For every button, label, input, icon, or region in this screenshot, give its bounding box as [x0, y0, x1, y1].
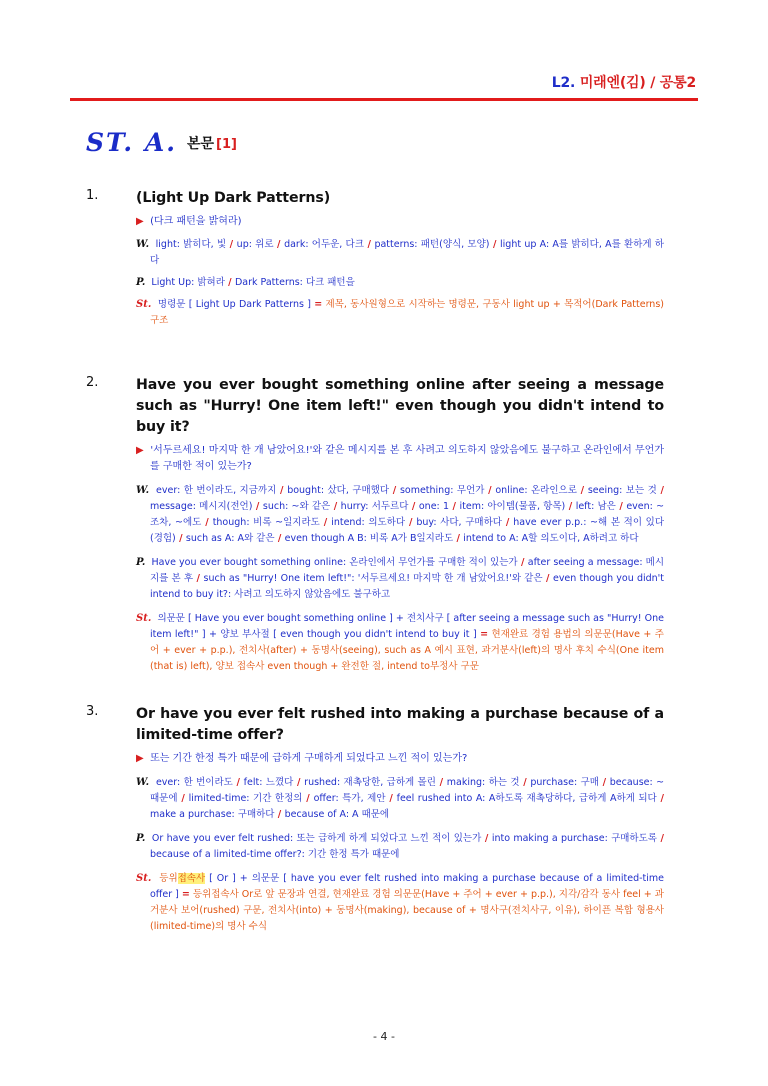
slash-separator: /: [656, 793, 664, 804]
note-entry: bought: 샀다, 구매했다: [287, 485, 389, 496]
note-entry: left: 남은: [575, 501, 616, 512]
note-entry: online: 온라인으로: [495, 485, 577, 496]
slash-separator: /: [449, 501, 460, 512]
korean-translation: ▶ (다크 패턴을 밝혀라): [136, 216, 242, 227]
slash-separator: /: [175, 533, 186, 544]
korean-translation: ▶ 또는 기간 한정 특가 때문에 급하게 구매하게 되었다고 느낀 적이 있는가?: [136, 753, 468, 764]
item-number: 3.: [86, 704, 99, 719]
note-entry: ever: 한 번이라도, 지금까지: [156, 485, 277, 496]
triangle-bullet-icon: ▶: [136, 445, 144, 456]
note-entry: such: ~와 같은: [262, 501, 331, 512]
header-title: [552, 72, 696, 92]
note-entry: something: 무언가: [399, 485, 485, 496]
phrase-notes: [136, 555, 664, 603]
note-entry: buy: 사다, 구매하다: [416, 517, 502, 528]
triangle-bullet-icon: ▶: [136, 753, 144, 764]
korean-translation: ▶ '서두르세요! 마지막 한 개 남았어요!'와 같은 메시지를 본 후 사려고 의도하지 않았음에도 불구하고 온라인에서 무언가를 구매한 적이 있는가?: [136, 445, 665, 472]
section-number: [1]: [216, 137, 237, 152]
note-entry: Light Up: 밝혀라: [151, 277, 225, 288]
english-sentence: Or have you ever felt rushed into making a purchase because of a limited-time offer?: [136, 706, 664, 743]
note-entry: ever: 한 번이라도: [155, 777, 233, 788]
note-entry: one: 1: [418, 501, 450, 512]
note-entry: such as A: A와 같은: [185, 533, 275, 544]
word-mark: W.: [136, 239, 150, 250]
english-sentence: (Light Up Dark Patterns): [136, 190, 331, 206]
note-entry: purchase: 구매: [530, 777, 599, 788]
structure-notes: St. 의문문 [ Have you ever bought something online ] + 전치사구 [ after seeing a message such as "Hurry! One item left!" ] + 양보 부사절 [ even though you didn't intend to buy it ] = 현재완료 경험 용법의 의문문(Have + 주어 + ever + p.p.), 전치사(after) + 동명사(seeing), such as A 예시 표현, 과거분사(left)의 명사 후치 수식(One item (that is) left), 양보 접속사 even though + 완전한 절, intend to부정사 구문: [136, 613, 664, 672]
slash-separator: /: [481, 833, 492, 844]
structure-notes: St. 명령문 [ Light Up Dark Patterns ] = 제목, 동사원형으로 시작하는 명령문, 구동사 light up + 목적어(Dark Patterns) 구조: [136, 299, 664, 326]
slash-separator: /: [201, 517, 213, 528]
note-entry: because of A: A 때문에: [284, 809, 390, 820]
note-entry: hurry: 서두르다: [340, 501, 409, 512]
slash-separator: /: [226, 239, 237, 250]
slash-separator: /: [252, 501, 263, 512]
word-notes: [136, 237, 664, 269]
note-entry: dark: 어두운, 다크: [284, 239, 364, 250]
header-rule: [70, 98, 698, 101]
note-entry: because of a limited-time offer?: 기간 한정 특가 때문에: [150, 849, 400, 860]
note-entry: item: 아이템(물품, 항목): [459, 501, 566, 512]
note-entry: rushed: 재촉당한, 급하게 몰린: [304, 777, 436, 788]
note-entry: even though you didn't intend to buy it?: 사려고 의도하지 않았음에도 불구하고: [150, 573, 664, 600]
slash-separator: /: [519, 777, 531, 788]
slash-separator: /: [565, 501, 576, 512]
slash-separator: /: [274, 809, 285, 820]
slash-separator: /: [484, 485, 496, 496]
word-notes: [136, 775, 664, 823]
structure-mark: St.: [136, 873, 152, 884]
phrase-notes: [136, 275, 664, 291]
item-number: 2.: [86, 375, 99, 390]
phrase-mark: P.: [136, 277, 146, 288]
section-label: 본문: [186, 136, 215, 152]
slash-separator: /: [302, 793, 314, 804]
note-entry: seeing: 보는 것: [587, 485, 657, 496]
phrase-mark: P.: [136, 557, 146, 568]
slash-separator: /: [576, 485, 588, 496]
highlighted-text: 접속사: [177, 873, 206, 884]
slash-separator: /: [389, 485, 400, 496]
note-entry: limited-time: 기간 한정의: [188, 793, 303, 804]
note-entry: felt: 느꼈다: [243, 777, 294, 788]
note-entry: have ever p.p.: ~해 본 적이 있다 (경험): [150, 517, 664, 544]
sentence-item: [86, 375, 664, 681]
note-entry: Or have you ever felt rushed: 또는 급하게 하게 되었다고 느낀 적이 있는가: [151, 833, 482, 844]
slash-separator: /: [293, 777, 305, 788]
slash-separator: /: [453, 533, 464, 544]
note-entry: such as "Hurry! One item left!": '서두르세요! 마지막 한 개 남았어요!'와 같은: [203, 573, 543, 584]
note-entry: intend: 의도하다: [331, 517, 406, 528]
note-entry: Dark Patterns: 다크 패턴을: [234, 277, 355, 288]
slash-separator: /: [274, 533, 285, 544]
slash-separator: /: [330, 501, 341, 512]
slash-separator: /: [615, 501, 627, 512]
slash-separator: /: [193, 573, 204, 584]
note-entry: make a purchase: 구매하다: [150, 809, 275, 820]
slash-separator: /: [542, 573, 553, 584]
slash-separator: /: [405, 517, 417, 528]
slash-separator: /: [435, 777, 447, 788]
slash-separator: /: [656, 833, 664, 844]
slash-separator: /: [656, 485, 664, 496]
structure-mark: St.: [136, 613, 152, 624]
slash-separator: /: [232, 777, 244, 788]
item-number: 1.: [86, 188, 99, 203]
slash-separator: /: [273, 239, 285, 250]
slash-separator: /: [408, 501, 419, 512]
phrase-notes: [136, 831, 664, 863]
note-entry: because: ~때문에: [150, 777, 665, 804]
note-entry: into making a purchase: 구매하도록: [491, 833, 657, 844]
note-entry: though: 비록 ~일지라도: [212, 517, 320, 528]
slash-separator: /: [385, 793, 397, 804]
note-entry: feel rushed into A: A하도록 재촉당하다, 급하게 A하게 되다: [396, 793, 657, 804]
slash-separator: /: [276, 485, 288, 496]
sentence-item: [86, 188, 664, 335]
note-entry: light up A: A를 밝히다, A를 환하게 하다: [150, 239, 664, 266]
note-entry: Have you ever bought something online: 온라인에서 무언가를 구매한 적이 있는가: [151, 557, 518, 568]
note-entry: offer: 특가, 제안: [313, 793, 386, 804]
textbook-label: 미래엔(김) / 공통2: [579, 75, 696, 91]
structure-mark: St.: [136, 299, 152, 310]
word-mark: W.: [136, 777, 150, 788]
slash-separator: /: [501, 517, 514, 528]
section-heading: [86, 128, 237, 157]
slash-separator: /: [177, 793, 189, 804]
phrase-mark: P.: [136, 833, 146, 844]
sentence-item: [86, 704, 664, 941]
note-entry: making: 하는 것: [446, 777, 520, 788]
slash-separator: /: [224, 277, 235, 288]
triangle-bullet-icon: ▶: [136, 216, 144, 227]
slash-separator: /: [489, 239, 501, 250]
note-entry: even: ~조차, ~에도: [150, 501, 665, 528]
word-notes: [136, 483, 664, 547]
word-mark: W.: [136, 485, 150, 496]
note-entry: patterns: 패턴(양식, 모양): [374, 239, 490, 250]
note-entry: even though A B: 비록 A가 B일지라도: [284, 533, 454, 544]
lesson-label: L2.: [551, 75, 576, 91]
section-mark: ST. A.: [86, 128, 177, 157]
note-entry: light: 밝히다, 빛: [155, 239, 227, 250]
english-sentence: Have you ever bought something online after seeing a message such as "Hurry! One item left!" even though you didn't intend to buy it?: [136, 377, 664, 435]
note-entry: up: 위로: [236, 239, 274, 250]
structure-notes: St. 등위접속사 [ Or ] + 의문문 [ have you ever felt rushed into making a purchase because of a limited-time offer ] = 등위접속사 Or로 앞 문장과 연결, 현재완료 경험 의문문(Have + 주어 + ever + p.p.), 지각/감각 동사 feel + 과거분사 보어(rushed) 구문, 전치사(into) + 동명사(making), because of + 명사구(전치사구, 이유), 하이픈 복합 형용사(limited-time)의 명사 수식: [136, 873, 664, 932]
slash-separator: /: [319, 517, 332, 528]
page-number: - 4 -: [373, 1030, 395, 1043]
slash-separator: /: [517, 557, 528, 568]
note-entry: intend to A: A할 의도이다, A하려고 하다: [463, 533, 639, 544]
slash-separator: /: [598, 777, 610, 788]
note-entry: message: 메시지(전언): [150, 501, 253, 512]
slash-separator: /: [363, 239, 375, 250]
note-entry: after seeing a message: 메시지를 본 후: [150, 557, 664, 584]
